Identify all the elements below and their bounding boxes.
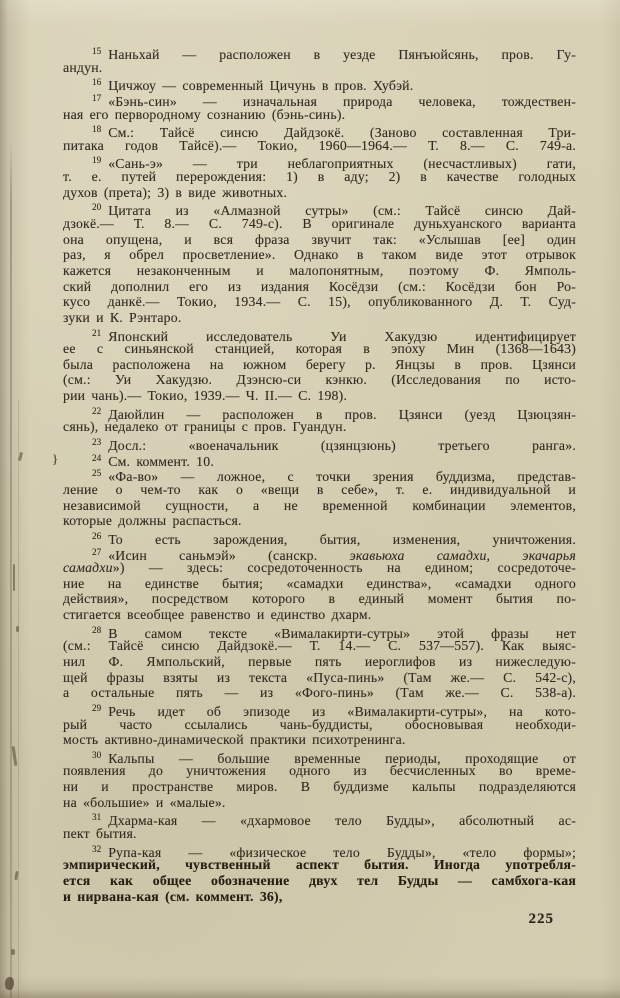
note-line <box>63 435 576 454</box>
note-number: 16 <box>92 77 102 88</box>
note-text: (см.: Тайсё синсю Дайдзокё.— Т. 14.— С. 537—557). Как выяс- <box>63 638 576 654</box>
note-line <box>63 122 576 141</box>
note-line <box>63 44 576 60</box>
note-text: См. коммент. 10. <box>108 453 214 469</box>
note-text: сянь), недалеко от границы с пров. Гуандун. <box>63 419 347 435</box>
note-text: она опущена, и вся фраза звучит так: «Услышав [ее] один <box>63 231 576 247</box>
note-text: мость активно-динамической практики психотренинга. <box>63 732 406 748</box>
note-line <box>63 419 576 435</box>
note-line <box>63 91 576 107</box>
note-text: Дхарма-кая — «дхармовое тело Будды», абсолютный ас- <box>108 813 576 829</box>
note-line <box>63 185 576 201</box>
note-text: зуки и К. Рэнтаро. <box>63 309 182 325</box>
note-line <box>63 216 576 232</box>
note-text: ») — здесь: сосредоточенность на едином; сосредоточе- <box>112 560 576 576</box>
note-line <box>63 576 576 592</box>
note-line <box>63 873 576 889</box>
note-text: ется как общее обозначение двух тел Будды — самбхога-кая <box>63 872 576 888</box>
note-line <box>63 638 576 654</box>
note-line <box>63 60 576 76</box>
note-line <box>63 326 576 342</box>
note-text: Наньхай — расположен в уезде Пянъюйсянь, пров. Гу- <box>108 47 576 62</box>
note-text: То есть зарождения, бытия, изменения, уничтожения. <box>108 531 576 547</box>
note-text: Кальпы — большие временные периоды, проходящие от <box>108 750 576 766</box>
note-line <box>63 263 576 279</box>
note-line <box>63 388 576 404</box>
note-line <box>63 732 576 748</box>
note-text: Цичжоу — современный Цичунь в пров. Хубэй. <box>108 78 414 94</box>
note-text: «Бэнь-син» — изначальная природа человека, тождествен- <box>108 93 576 109</box>
note-line <box>63 498 576 514</box>
note-number: 18 <box>92 124 102 135</box>
note-line <box>63 138 576 154</box>
note-text: Речь идет об эпизоде из «Вималакирти-сутры», на кото- <box>108 703 576 719</box>
note-line <box>63 153 576 172</box>
note-line <box>63 607 576 623</box>
note-text: была расположена на южном берегу р. Янцзы в пров. Цзянси <box>63 356 576 372</box>
note-line <box>63 372 576 388</box>
note-text: духов (прета); 3) в виде животных. <box>63 184 288 200</box>
note-number: 25 <box>92 468 102 479</box>
note-text: эмпирический, чувственный аспект бытия. Иногда употребля- <box>63 857 576 873</box>
note-number: 29 <box>92 702 102 713</box>
note-text: стигается всеобщее равенство и единство дхарм. <box>63 607 372 623</box>
note-number: 26 <box>92 530 102 541</box>
binding-crease <box>18 400 19 998</box>
note-text: Японский исследователь Уи Хакудзю идентифицирует <box>108 328 576 344</box>
note-line <box>63 529 576 545</box>
notes-text <box>52 44 576 904</box>
note-text: «Фа-во» — ложное, с точки зрения буддизма, представ- <box>108 469 576 485</box>
note-number: 19 <box>92 155 102 166</box>
note-number: 15 <box>92 46 102 56</box>
note-number: 27 <box>92 546 102 557</box>
note-text: В самом тексте «Вималакирти-сутры» этой фразы нет <box>108 625 576 641</box>
note-text: ни и пространстве миров. В буддизме кальпы подразделяются <box>63 779 576 795</box>
note-line <box>52 450 576 469</box>
note-line <box>63 247 576 263</box>
note-line <box>63 560 576 576</box>
note-text: и нирвана-кая (см. коммент. 36), <box>63 888 283 904</box>
note-text: независимой сущности, а не временной комбинации элементов, <box>63 497 576 513</box>
note-line <box>63 357 576 373</box>
note-text: действия», посредством которого в единый момент бытия по- <box>63 591 576 607</box>
note-text: «Сань-э» — три неблагоприятных (несчастливых) гати, <box>108 156 576 172</box>
note-text: андун. <box>63 59 103 75</box>
note-line <box>63 200 576 219</box>
note-text: питака годов Тайсё).— Токио, 1960—1964.— Т. 8.— С. 749-а. <box>63 137 576 153</box>
note-number: 20 <box>92 202 102 213</box>
note-line <box>63 701 576 717</box>
note-line <box>63 623 576 639</box>
note-text: рии чань).— Токио, 1939.— Ч. II.— С. 198). <box>63 388 348 404</box>
note-text: которые должны распасться. <box>63 513 242 529</box>
note-text: кусо данкё.— Токио, 1934.— С. 15), опубликованного Д. Т. Суд- <box>63 294 576 310</box>
note-text: дзокё.— Т. 8.— С. 749-с). В оригинале дуньхуанского варианта <box>63 216 576 232</box>
note-text: «Исин саньмэй» (санскр. <box>108 547 350 563</box>
note-line <box>63 513 576 529</box>
note-text: (см.: Уи Хакудзю. Дзэнсю-си кэнкю. (Исследования по исто- <box>63 372 576 388</box>
note-line <box>63 826 576 842</box>
note-text: щей фразы взяты из текста «Пуса-пинь» (Там же.— С. 542-с), <box>63 669 576 685</box>
note-text: ление о чем-то как о «вещи в себе», т. е. индивидуальной и <box>63 481 576 497</box>
note-line <box>63 294 576 310</box>
binding-mark <box>11 949 15 955</box>
note-line <box>63 466 576 485</box>
note-text: Даюйлин — расположен в пров. Цзянси (уезд Цзюцзян- <box>108 406 576 422</box>
note-line <box>63 169 576 185</box>
note-number: 31 <box>92 812 102 823</box>
note-text: пект бытия. <box>63 826 137 842</box>
note-line <box>63 748 576 764</box>
note-text: кажется незаконченным и малопонятным, поэтому Ф. Ямполь- <box>63 262 576 278</box>
note-number: 32 <box>92 843 102 854</box>
note-text: ее с синьянской станцией, которая в эпоху Мин (1368—1643) <box>63 341 576 357</box>
binding-mark <box>5 977 14 990</box>
margin-pencil-mark: } <box>52 450 59 466</box>
note-line <box>63 795 576 811</box>
note-text: ние на единстве бытия; «самадхи единства», «самадхи одного <box>63 575 576 591</box>
note-line <box>63 545 576 561</box>
note-line <box>63 75 576 94</box>
note-text-italic: экавьюха самадхи, экачарья <box>349 547 576 563</box>
note-text: появления до уничтожения одного из бесчисленных во време- <box>63 763 576 779</box>
note-line <box>63 779 576 795</box>
note-number: 22 <box>92 405 102 416</box>
note-line <box>63 591 576 607</box>
note-number: 23 <box>92 437 102 448</box>
note-line <box>63 842 576 858</box>
note-line <box>63 670 576 686</box>
binding-mark <box>16 626 19 632</box>
note-text: рый часто ссылались чань-буддисты, обосновывая необходи- <box>63 716 576 732</box>
note-line <box>63 279 576 295</box>
note-text: ский дополнил его из издания Косёдзи (см.: Косёдзи бон Ро- <box>63 278 576 294</box>
note-text: См.: Тайсё синсю Дайдзокё. (Заново составленная Три- <box>108 125 576 141</box>
note-text: раз, я обрел просветление». Однако в таком виде этот отрывок <box>63 247 576 263</box>
note-text: на «большие» и «малые». <box>63 794 226 810</box>
note-text: нил Ф. Ямпольский, первые пять иероглифов из нижеследую- <box>63 653 576 669</box>
note-text: ная его первородному сознанию (бэнь-синь). <box>63 106 346 122</box>
note-line <box>63 717 576 733</box>
note-text: Цитата из «Алмазной сутры» (см.: Тайсё синсю Дай- <box>108 203 576 219</box>
note-text: Досл.: «военачальник (цзянцзюнь) третьего ранга». <box>108 438 576 454</box>
note-text: Рупа-кая — «физическое тело Будды», «тело формы»; <box>108 844 576 860</box>
note-line <box>63 685 576 701</box>
note-line <box>63 107 576 123</box>
note-line <box>63 310 576 326</box>
note-text: т. е. путей перерождения: 1) в аду; 2) в качестве голодных <box>63 169 576 185</box>
page-number: 225 <box>528 911 554 927</box>
note-line <box>63 482 576 498</box>
note-line <box>63 810 576 829</box>
note-number: 24 <box>92 452 102 463</box>
note-line <box>63 341 576 357</box>
note-line <box>63 404 576 420</box>
note-number: 21 <box>92 327 102 338</box>
note-line <box>63 654 576 670</box>
note-line <box>63 232 576 248</box>
note-line <box>63 763 576 779</box>
page-edge-line <box>10 140 12 998</box>
note-line <box>63 857 576 873</box>
note-number: 30 <box>92 749 102 760</box>
note-text-italic: самадхи <box>63 560 113 576</box>
note-text: а остальные пять — из «Фого-пинь» (Там же.— С. 538-а). <box>63 685 576 701</box>
note-number: 17 <box>92 92 102 103</box>
binding-mark <box>13 564 15 591</box>
note-line <box>63 889 576 905</box>
note-number: 28 <box>92 624 102 635</box>
